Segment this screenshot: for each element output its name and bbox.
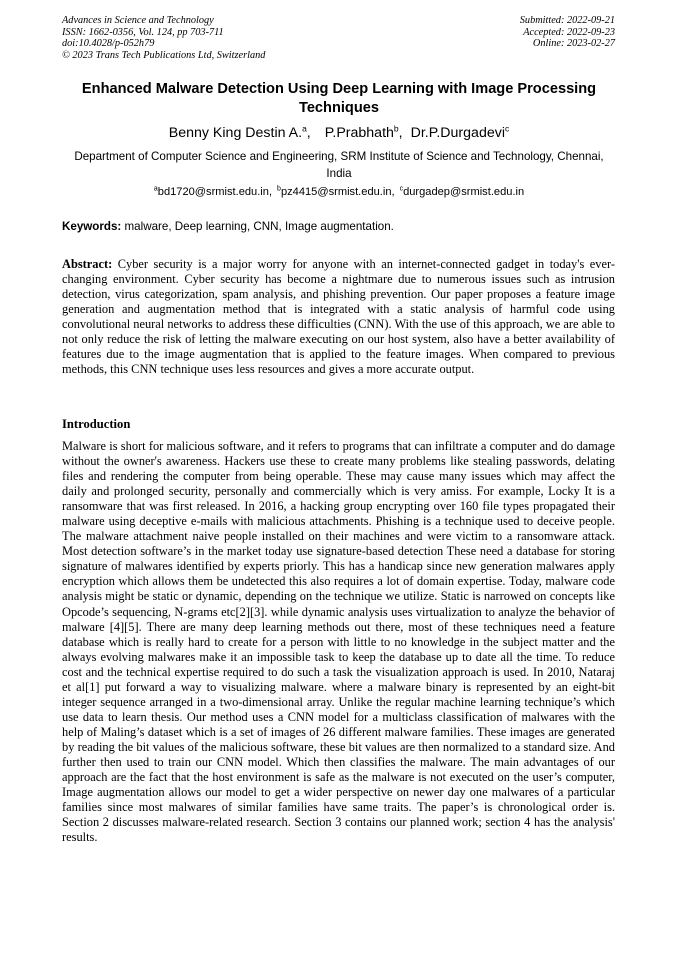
email-marker: c	[399, 185, 404, 193]
author-list: Benny King Destin A.$^a$, P.Prabhath$^b$, Dr.P.Durgadevi$^c$	[168, 123, 510, 141]
author-affiliation-marker: b	[393, 123, 399, 134]
author-name: Dr.P.Durgadevi	[410, 125, 505, 141]
keywords-line	[62, 219, 616, 235]
journal-copyright: © 2023 Trans Tech Publications Ltd, Switzerland	[62, 49, 266, 61]
author-name: P.Prabhath	[324, 125, 394, 141]
publication-dates	[520, 15, 615, 50]
paper-title: Enhanced Malware Detection Using Deep Learning with Image Processing Techniques	[81, 81, 597, 116]
author-affiliation-marker: a	[302, 123, 307, 134]
abstract-label: Abstract:	[62, 257, 113, 271]
journal-doi: doi:10.4028/p-052h79	[62, 38, 155, 50]
email-address: bd1720@srmist.edu.in	[157, 186, 269, 198]
author-emails: $^a$bd1720@srmist.edu.in, $^b$pz4415@srmist.edu.in, $^c$durgadep@srmist.edu.in	[153, 185, 525, 198]
journal-issn: ISSN: 1662-0356, Vol. 124, pp 703-711	[62, 26, 224, 38]
author-name: Benny King Destin A.	[168, 125, 303, 141]
email-address: pz4415@srmist.edu.in	[280, 186, 392, 198]
abstract-paragraph	[62, 257, 615, 377]
journal-info	[62, 15, 265, 61]
online-date: Online: 2023-02-27	[532, 38, 615, 50]
email-address: durgadep@srmist.edu.in	[403, 186, 525, 198]
author-affiliation-marker: c	[504, 123, 510, 134]
section-heading-introduction: Introduction	[62, 417, 131, 431]
abstract-text: Cyber security is a major worry for anyone with an internet-connected gadget in today's ever-changing environment. Cyber security has become a nightmare due to numerous issues such as intrusion detection, virus categorization, spam analysis, and phishing prevention. Our paper proposes a feature image generation and augmentation method that is integrated with a static analysis of harmful code using convolutional neural networks to address these difficulties (CNN). With the use of this approach, we are able to not only reduce the risk of letting the malware executing on our host system, also have a better availability of features due to the image augmentation that is applied to the feature images. When compared to previous methods, this CNN technique uses less resources and gives a more accurate output.	[62, 257, 615, 377]
email-marker: a	[153, 185, 158, 193]
email-marker: b	[277, 185, 281, 193]
submitted-date: Submitted: 2022-09-21	[519, 15, 615, 26]
keywords-text: malware, Deep learning, CNN, Image augmentation.	[124, 220, 394, 233]
introduction-paragraph: Malware is short for malicious software, and it refers to programs that can infiltrate a computer and do damage without the owner's awareness. Hackers use these to create many problems like stealing passwords, delating files and rendering the computer from being operable. These may cause many issues which may affect the daily and prolonged security, personally and commercially which is very amiss. For example, Locky It is a ransomware that was first released. In 2016, a hacking group encrypting over 160 file types propagated their malware using deceptive e-mails with malicious attachments. Phishing is a technique used to deceive people. The malware attachment naive people installed on their machines and were victim to a ransomware attack. Most detection software’s in the market today use signature-based detection These need a database for storing signature of malwares identified by experts priorly. This has a handicap since new generation malwares apply encryption which allows them be undetected this also requires a lot of domain expertise. Today, malware code analysis might be static or dynamic, depending on the technique we utilize. Static is narrowed on concepts like Opcode’s sequencing, N-grams etc[2][3]. while dynamic analysis uses virtualization to analyze the behavior of malware [4][5]. There are many deep learning methods out there, most of these techniques need a feature database which is really hard to create for a person with little to no knowledge in the subject matter and the always evolving malwares make it an impossible task to keep the database up to date all the time. To reduce cost and the technical expertise required to do such a task the visualization approach is used. In 2010, Nataraj et al[1] put forward a way to visualizing malware. where a malware binary is represented by an eight-bit integer sequence arranged in a two-dimensional array. Unlike the regular machine learning technique’s which use data to learn thesis. Our method uses a CNN model for a multiclass classification of malwares with the help of Maling’s dataset which is a set of images of 26 different malware families. These images are generated by reading the bit values of the malicious software, these bit values are then normalized to a standard size. And further then used to train our CNN model. Which then classifies the malware. The main advantages of our approach are the fact that the host environment is safe as the malware is not executed on the user’s computer, Image augmentation allows our model to get a wider perspective on newer day one malwares of a particular families since most malwares of similar families have same traits. The paper’s is chronological order is. Section 2 discusses malware-related research. Section 3 contains our planned work; section 4 has the analysis' results.	[62, 439, 615, 845]
accepted-date: Accepted: 2022-09-23	[523, 26, 615, 38]
author-affiliation: Department of Computer Science and Engineering, SRM Institute of Science and Technology, Chennai, India	[74, 150, 604, 180]
journal-name: Advances in Science and Technology	[62, 15, 214, 26]
keywords-label: Keywords:	[62, 220, 122, 233]
